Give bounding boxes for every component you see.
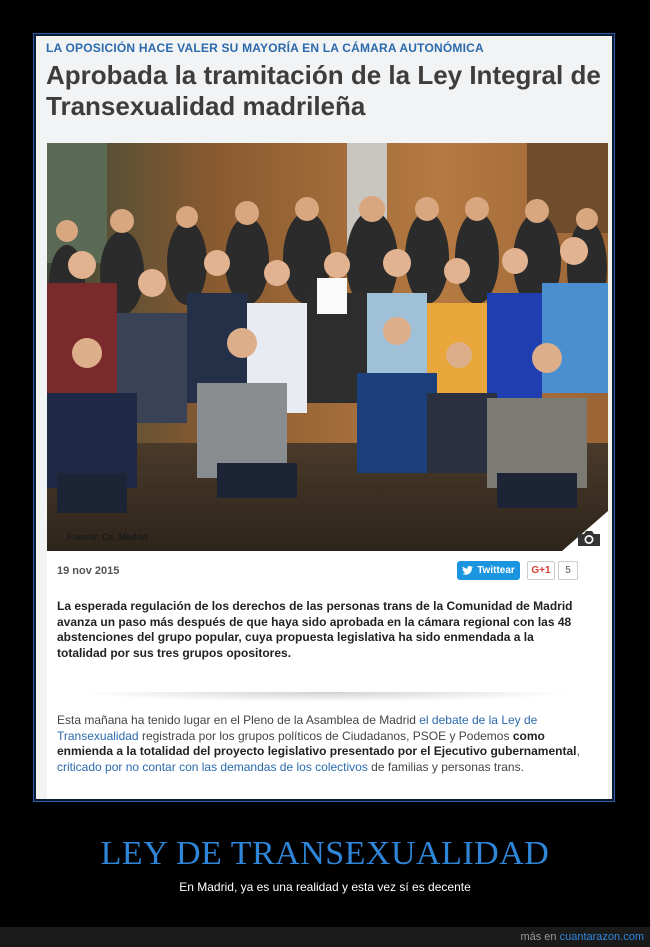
group-photo-illustration: [47, 143, 608, 551]
group-photo: [47, 143, 608, 551]
site-link[interactable]: cuantarazon.com: [559, 931, 644, 943]
body-text-1: Esta mañana ha tenido lugar en el Pleno de la Asamblea de Madrid: [57, 713, 420, 727]
body-text-4: de familias y personas trans.: [367, 759, 524, 774]
body-paragraph: [57, 713, 597, 775]
twitter-share-button[interactable]: [457, 561, 520, 580]
article-body: [47, 701, 608, 799]
criticism-link[interactable]: criticado por no contar con las demandas de los colectivos: [57, 759, 368, 774]
camera-icon[interactable]: [576, 529, 602, 547]
article-card: [36, 36, 612, 799]
debate-link[interactable]: el debate de la Ley de Transexualidad: [57, 713, 538, 743]
article-headline: Aprobada la tramitación de la Ley Integral de Transexualidad madrileña: [46, 60, 601, 121]
footer-prefix: más en: [520, 931, 560, 943]
article-screenshot-frame: [33, 33, 615, 802]
post-title: LEY DE TRANSEXUALIDAD: [100, 835, 550, 872]
gplus-button[interactable]: G+1: [527, 561, 555, 580]
photo-credit: Fuente: Cs_Madrid: [67, 532, 149, 542]
lead-paragraph: La esperada regulación de los derechos de las personas trans de la Comunidad de Madrid avanza un paso más después de que haya sido aprobada en la cámara regional con las 48 abstenciones del grupo popular, cuya propuesta legislativa ha sido enmendada a la totalidad por sus tres grupos opositores.: [57, 599, 573, 660]
article-meta-bar: [47, 551, 608, 591]
gplus-count: 5: [558, 561, 578, 580]
body-text-3: ,: [576, 744, 580, 758]
article-kicker: LA OPOSICIÓN HACE VALER SU MAYORÍA EN LA CÁMARA AUTONÓMICA: [46, 41, 484, 55]
article-lead: [47, 591, 608, 701]
post-subtitle: En Madrid, ya es una realidad y esta vez sí es decente: [179, 880, 471, 894]
twitter-share-label: Twittear: [477, 565, 515, 576]
body-text-2: registrada por los grupos políticos de Ciudadanos, PSOE y Podemos: [138, 728, 513, 743]
body-bold-text: como enmienda a la totalidad del proyecto legislativo presentado por el Ejecutivo gubernamental: [57, 728, 577, 758]
twitter-bird-icon: [462, 566, 473, 575]
publish-date: 19 nov 2015: [57, 565, 120, 577]
footer-bar: [0, 927, 650, 947]
footer-credit: [520, 931, 644, 943]
